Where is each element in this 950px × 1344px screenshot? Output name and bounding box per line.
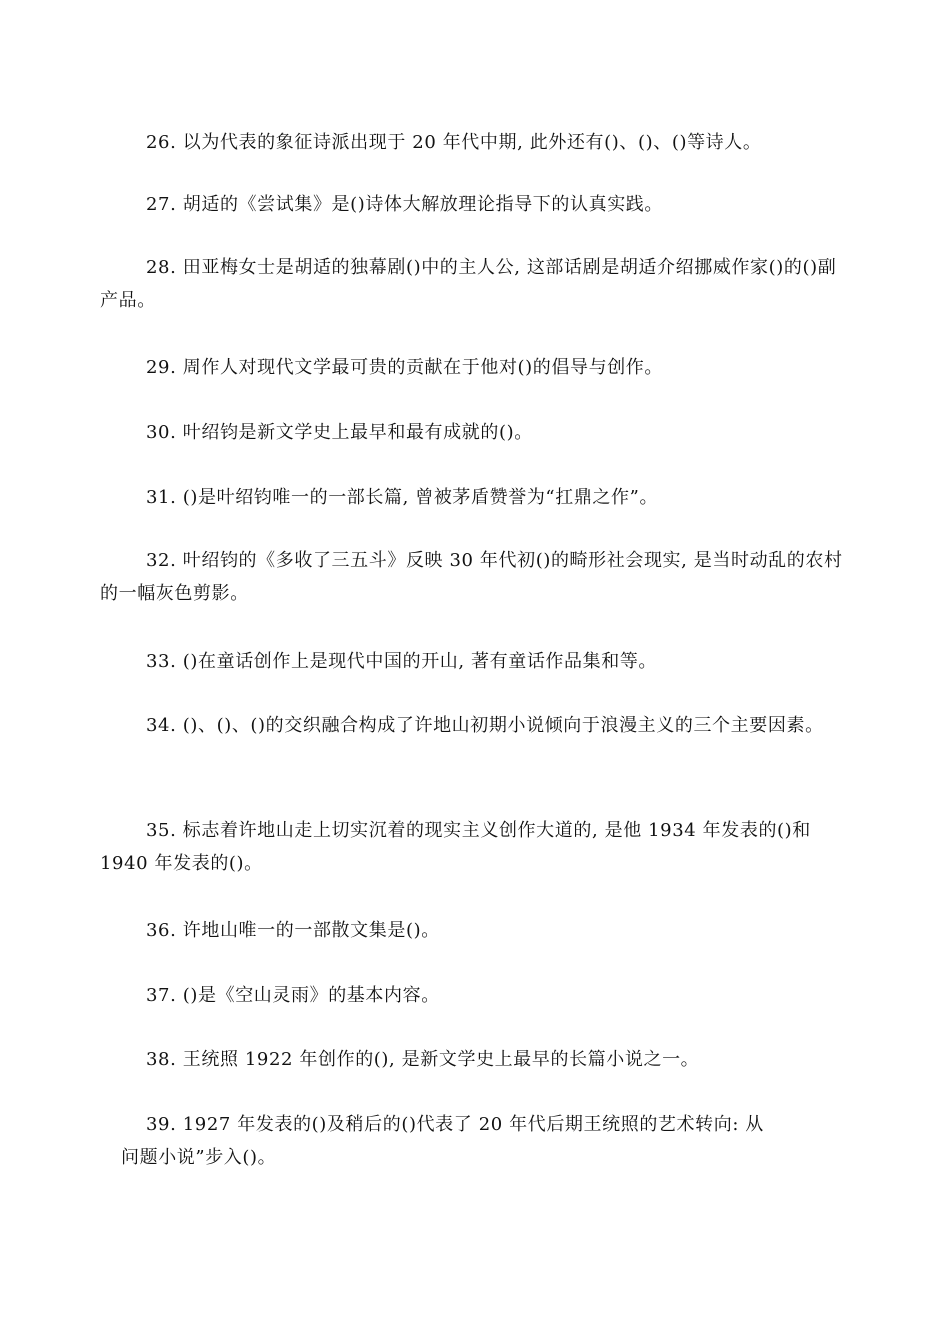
question-39-line-1: 39. 1927 年发表的()及稍后的()代表了 20 年代后期王统照的艺术转向: 从 <box>146 1114 764 1135</box>
question-35: 35. 标志着许地山走上切实沉着的现实主义创作大道的, 是他 1934 年发表的()和 1940 年发表的()。 <box>100 820 811 874</box>
question-31: 31. ()是叶绍钧唯一的一部长篇, 曾被茅盾赞誉为“扛鼎之作”。 <box>146 487 659 508</box>
question-26: 26. 以为代表的象征诗派出现于 20 年代中期, 此外还有()、()、()等诗人。 <box>146 132 762 153</box>
question-33: 33. ()在童话创作上是现代中国的开山, 著有童话作品集和等。 <box>146 651 658 672</box>
question-38: 38. 王统照 1922 年创作的(), 是新文学史上最早的长篇小说之一。 <box>146 1049 700 1070</box>
question-39 <box>100 1108 845 1174</box>
question-29: 29. 周作人对现代文学最可贵的贡献在于他对()的倡导与创作。 <box>146 357 663 378</box>
question-30: 30. 叶绍钧是新文学史上最早和最有成就的()。 <box>146 422 533 443</box>
question-39-line-2: 问题小说”步入()。 <box>121 1147 277 1168</box>
question-32: 32. 叶绍钧的《多收了三五斗》反映 30 年代初()的畸形社会现实, 是当时动乱的农村的一幅灰色剪影。 <box>100 550 843 604</box>
question-34: 34. ()、()、()的交织融合构成了许地山初期小说倾向于浪漫主义的三个主要因素。 <box>146 715 824 736</box>
question-37: 37. ()是《空山灵雨》的基本内容。 <box>146 985 440 1006</box>
question-28: 28. 田亚梅女士是胡适的独幕剧()中的主人公, 这部话剧是胡适介绍挪威作家()的()副产品。 <box>100 257 837 311</box>
question-36: 36. 许地山唯一的一部散文集是()。 <box>146 920 440 941</box>
question-27: 27. 胡适的《尝试集》是()诗体大解放理论指导下的认真实践。 <box>146 194 663 215</box>
